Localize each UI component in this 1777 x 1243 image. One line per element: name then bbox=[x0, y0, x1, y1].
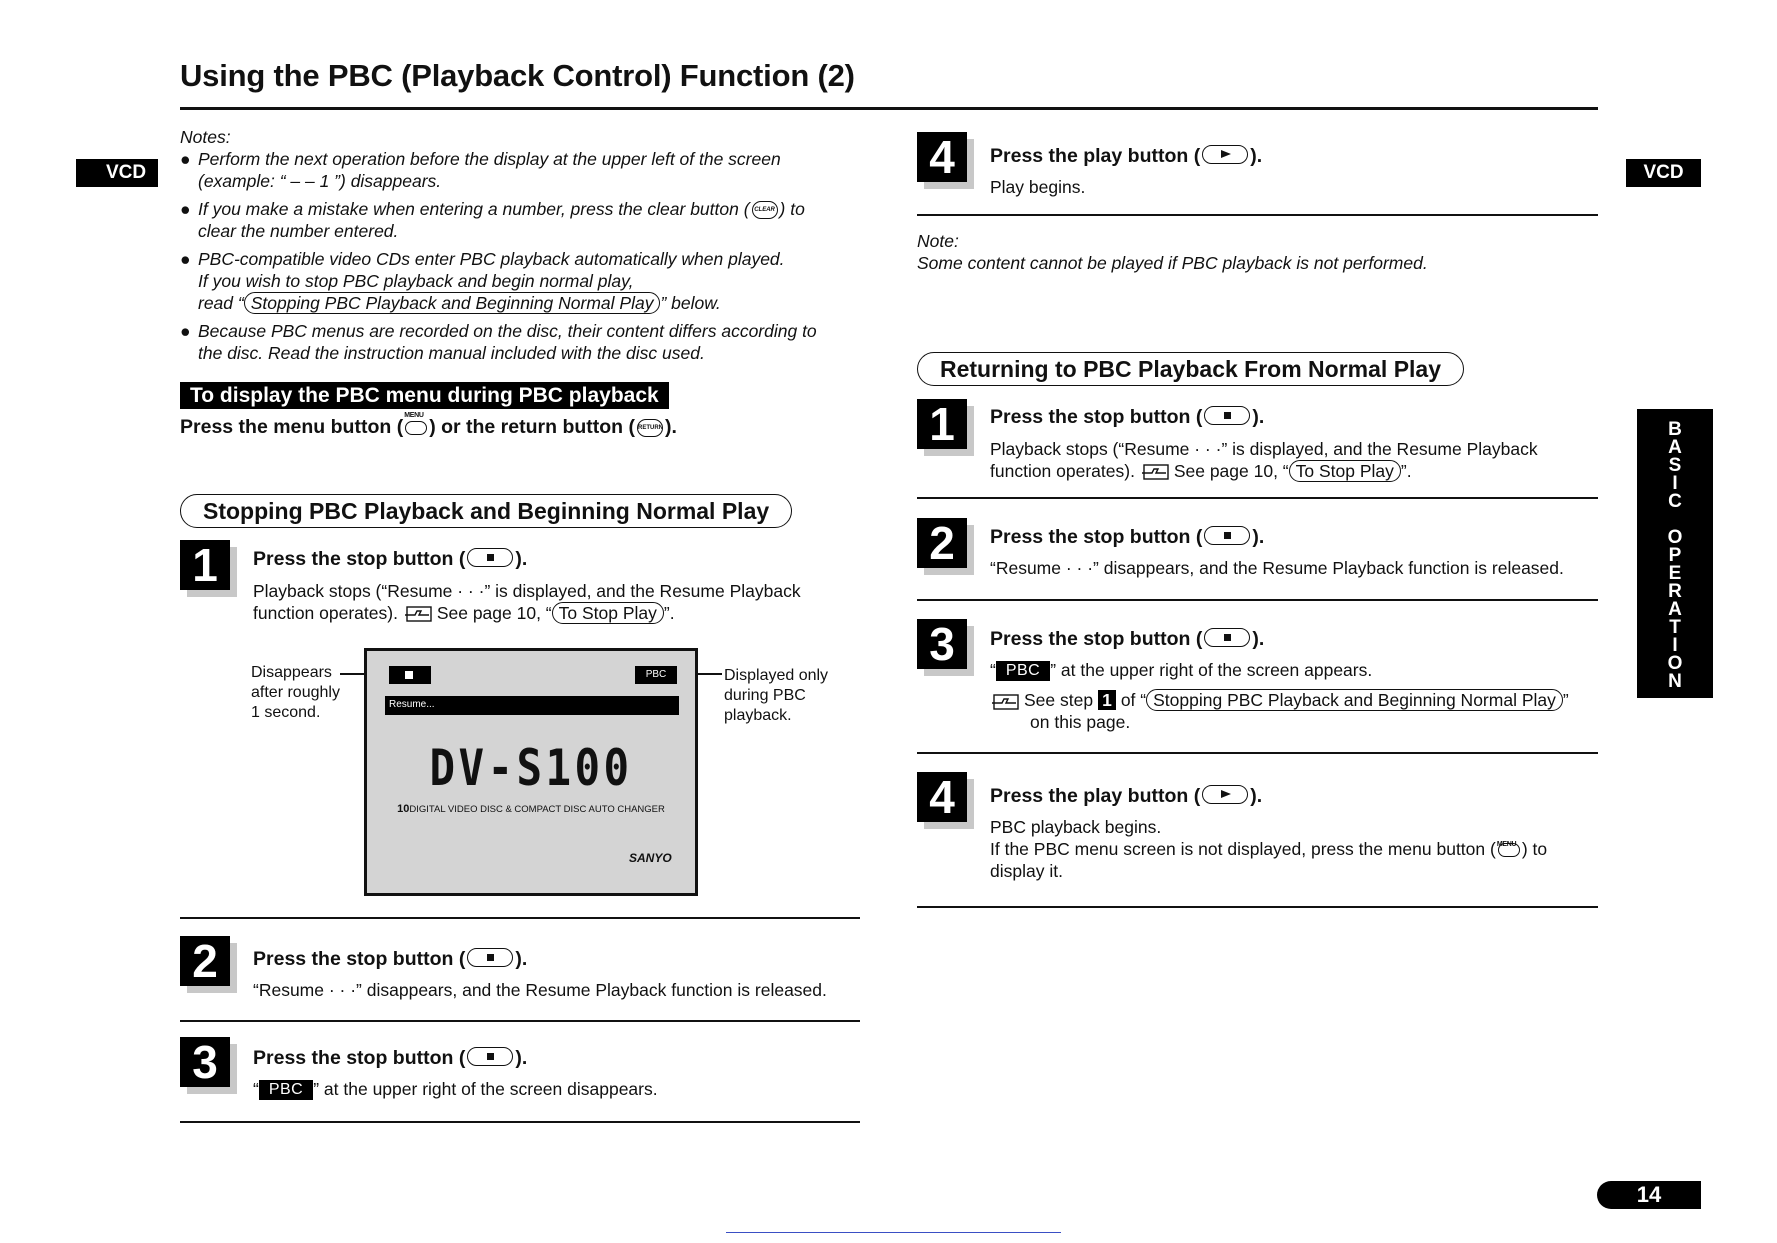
divider bbox=[180, 1020, 860, 1022]
to-stop-play-reference: To Stop Play bbox=[552, 602, 664, 624]
stop-button-icon bbox=[467, 548, 513, 567]
pbc-badge: PBC bbox=[259, 1080, 313, 1100]
brand-logo: SANYO bbox=[629, 851, 672, 865]
left-callout: Disappears after roughly 1 second. bbox=[251, 664, 340, 721]
step-heading: Press the play button ( ). bbox=[990, 145, 1263, 167]
menu-button-icon: MENU bbox=[405, 421, 427, 435]
display-menu-instruction: Press the menu button ( MENU ) or the return button ( RETURN ). bbox=[180, 411, 677, 438]
note-item: ● PBC-compatible video CDs enter PBC playback automatically when played. If you wish to stop PBC playback and begin normal play, read “ Stopping PBC Playback and Beginning Normal Play ” below. bbox=[180, 249, 785, 313]
note-item: ● Because PBC menus are recorded on the disc, their content differs according to the disc. Read the instruction manual included with the disc used. bbox=[180, 321, 817, 363]
page-number: 14 bbox=[1597, 1181, 1701, 1209]
play-button-icon bbox=[1202, 785, 1248, 804]
vcd-tab-right: VCD bbox=[1626, 159, 1701, 187]
stop-button-icon bbox=[467, 948, 513, 967]
stop-button-icon bbox=[1204, 406, 1250, 425]
stopping-pbc-reference: Stopping PBC Playback and Beginning Normal Play bbox=[1146, 689, 1563, 711]
step-heading: Press the stop button ( ). bbox=[253, 548, 528, 570]
note-item: ● Perform the next operation before the display at the upper left of the screen (example: “ – – 1 ”) disappears. bbox=[180, 149, 781, 191]
resume-bar: Resume... bbox=[385, 696, 679, 715]
divider bbox=[917, 497, 1598, 499]
return-button-icon: RETURN bbox=[637, 419, 663, 437]
page-title: Using the PBC (Playback Control) Function (2) bbox=[180, 58, 855, 93]
section-reference: Stopping PBC Playback and Beginning Normal Play bbox=[244, 292, 661, 314]
reference-hand-icon bbox=[403, 605, 435, 623]
step-heading: Press the stop button ( ). bbox=[990, 628, 1265, 650]
step-body: “Resume · · ·” disappears, and the Resume Playback function is released. bbox=[253, 980, 827, 1000]
returning-pbc-heading: Returning to PBC Playback From Normal Play bbox=[917, 352, 1464, 386]
model-name: DV-S100 bbox=[429, 739, 633, 797]
step-number: 2 bbox=[917, 518, 967, 568]
divider bbox=[917, 752, 1598, 754]
divider bbox=[917, 214, 1598, 216]
step-heading: Press the stop button ( ). bbox=[253, 948, 528, 970]
note-item: ● If you make a mistake when entering a number, press the clear button ( CLEAR ) to clear the number entered. bbox=[180, 199, 805, 241]
play-button-icon bbox=[1202, 145, 1248, 164]
reference-hand-icon bbox=[1140, 463, 1172, 481]
title-rule bbox=[180, 107, 1598, 110]
tv-screen-illustration bbox=[364, 648, 698, 896]
divider bbox=[180, 1121, 860, 1123]
step-number: 2 bbox=[180, 936, 230, 986]
step-ref-badge: 1 bbox=[1098, 690, 1116, 710]
step-heading: Press the play button ( ). bbox=[990, 785, 1263, 807]
stop-button-icon bbox=[1204, 628, 1250, 647]
step-number: 1 bbox=[180, 540, 230, 590]
step-heading: Press the stop button ( ). bbox=[990, 406, 1265, 428]
display-menu-heading: To display the PBC menu during PBC playback bbox=[180, 382, 669, 409]
step-number: 4 bbox=[917, 772, 967, 822]
pbc-screen-badge: PBC bbox=[635, 666, 677, 684]
model-subtitle: 10DIGITAL VIDEO DISC & COMPACT DISC AUTO CHANGER bbox=[397, 803, 665, 815]
to-stop-play-reference: To Stop Play bbox=[1289, 460, 1401, 482]
step-body: “ PBC ” at the upper right of the screen appears. See step 1 of “ Stopping PBC Playback and Beginning Normal Play ” on this page. bbox=[990, 660, 1569, 733]
pbc-badge: PBC bbox=[996, 661, 1050, 681]
step-number: 3 bbox=[917, 619, 967, 669]
step-body: PBC playback begins. If the PBC menu screen is not displayed, press the menu button ( MENU ) to display it. bbox=[990, 817, 1548, 881]
stop-button-icon bbox=[467, 1047, 513, 1066]
stopping-pbc-heading: Stopping PBC Playback and Beginning Normal Play bbox=[180, 494, 792, 528]
footer-link-line bbox=[726, 1232, 1061, 1233]
notes-heading: Notes: bbox=[180, 127, 231, 147]
divider bbox=[917, 906, 1598, 908]
notes-block bbox=[180, 126, 860, 364]
stop-indicator bbox=[389, 666, 431, 684]
step-number: 4 bbox=[917, 132, 967, 182]
reference-hand-icon bbox=[990, 693, 1022, 711]
step-number: 1 bbox=[917, 399, 967, 449]
right-callout: Displayed only during PBC playback. bbox=[724, 667, 829, 724]
step-body: Playback stops (“Resume · · ·” is displayed, and the Resume Playback function operates). See page 10, “ To Stop Play ”. bbox=[253, 581, 801, 623]
vcd-tab-left: ) VCD bbox=[76, 159, 158, 187]
step-heading: Press the stop button ( ). bbox=[990, 526, 1265, 548]
step-body: Play begins. bbox=[990, 177, 1086, 197]
section-side-label: B A S I C O P E R A T I O N bbox=[1637, 409, 1713, 698]
step-number: 3 bbox=[180, 1037, 230, 1087]
menu-button-icon: MENU bbox=[1498, 843, 1520, 857]
step-body: “ PBC ” at the upper right of the screen disappears. bbox=[253, 1079, 658, 1099]
step-body: “Resume · · ·” disappears, and the Resume Playback function is released. bbox=[990, 558, 1564, 578]
divider bbox=[180, 917, 860, 919]
right-note: Note: Some content cannot be played if PBC playback is not performed. bbox=[917, 231, 1428, 273]
step-heading: Press the stop button ( ). bbox=[253, 1047, 528, 1069]
step-body: Playback stops (“Resume · · ·” is displayed, and the Resume Playback function operates). See page 10, “ To Stop Play ”. bbox=[990, 439, 1538, 481]
clear-button-icon: CLEAR bbox=[752, 201, 778, 219]
divider bbox=[917, 599, 1598, 601]
stop-button-icon bbox=[1204, 526, 1250, 545]
